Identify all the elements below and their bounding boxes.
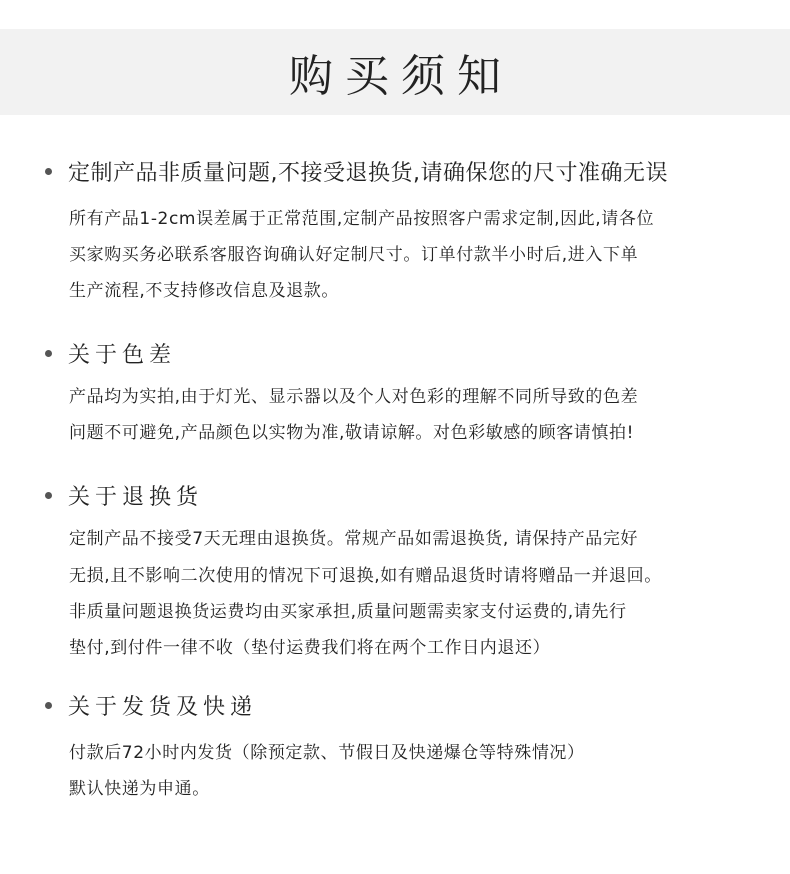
section-heading xyxy=(0,688,790,722)
section-custom-products xyxy=(0,154,790,188)
paragraph-line: 非质量问题退换货运费均由买家承担,质量问题需卖家支付运费的,请先行 xyxy=(69,602,627,622)
paragraph-line: 所有产品1-2cm误差属于正常范围,定制产品按照客户需求定制,因此,请各位 xyxy=(69,209,655,229)
section-title: 关于色差 xyxy=(68,342,177,368)
paragraph-line: 默认快递为申通。 xyxy=(69,779,210,799)
section-heading xyxy=(0,478,790,512)
page-title: 购买须知 xyxy=(289,51,513,102)
section-heading xyxy=(0,336,790,370)
paragraph-line: 无损,且不影响二次使用的情况下可退换,如有赠品退货时请将赠品一并退回。 xyxy=(69,566,662,586)
section-shipping xyxy=(0,688,790,722)
section-title: 关于发货及快递 xyxy=(68,694,258,720)
section-returns xyxy=(0,478,790,512)
section-color-difference xyxy=(0,336,790,370)
page-header xyxy=(0,29,790,115)
bullet-icon xyxy=(45,492,52,499)
bullet-icon xyxy=(45,702,52,709)
paragraph-line: 生产流程,不支持修改信息及退款。 xyxy=(69,281,340,301)
paragraph-line: 垫付,到付件一律不收（垫付运费我们将在两个工作日内退还） xyxy=(69,638,551,658)
bullet-icon xyxy=(45,168,52,175)
paragraph-line: 买家购买务必联系客服咨询确认好定制尺寸。订单付款半小时后,进入下单 xyxy=(69,245,639,265)
section-title: 关于退换货 xyxy=(68,484,204,510)
section-title: 定制产品非质量问题,不接受退换货,请确保您的尺寸准确无误 xyxy=(68,160,668,186)
paragraph-line: 付款后72小时内发货（除预定款、节假日及快递爆仓等特殊情况） xyxy=(69,743,585,763)
paragraph-line: 产品均为实拍,由于灯光、显示器以及个人对色彩的理解不同所导致的色差 xyxy=(69,387,639,407)
section-heading xyxy=(0,154,790,188)
bullet-icon xyxy=(45,350,52,357)
paragraph-line: 定制产品不接受7天无理由退换货。常规产品如需退换货, 请保持产品完好 xyxy=(69,529,639,549)
paragraph-line: 问题不可避免,产品颜色以实物为准,敬请谅解。对色彩敏感的顾客请慎拍! xyxy=(69,423,635,443)
